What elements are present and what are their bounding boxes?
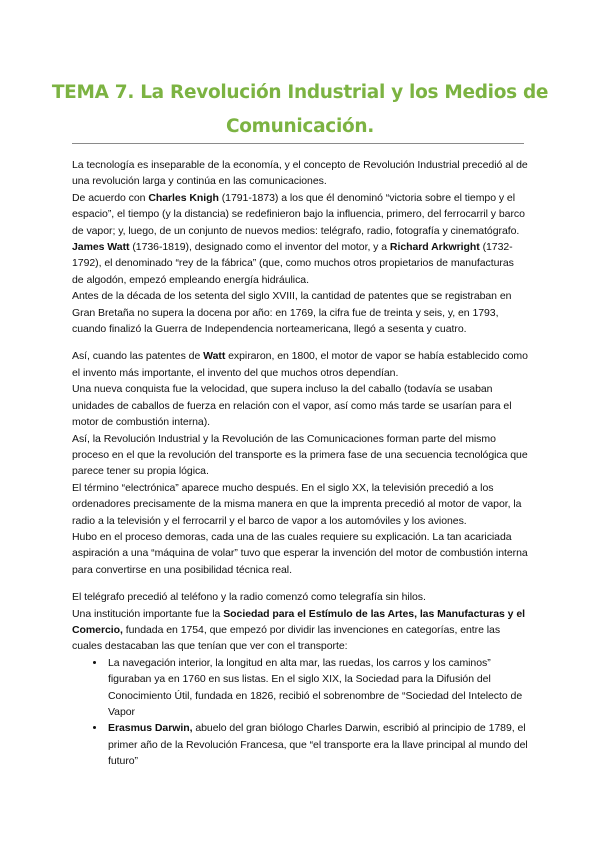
paragraph-8: El término “electrónica” aparece mucho después. En el siglo XX, la televisión precedió a los ordenadores precisamente de la misma manera en que la imprenta precedió al motor de vapor, la radio a la televisión y el ferrocarril y el barco de vapor a los automóviles y los aviones. (72, 481, 522, 527)
name-richard-arkwright: Richard Arkwright (389, 241, 480, 254)
name-sociedad: Sociedad para el Estímulo de las Artes, las Manufacturas y el Comercio, (72, 607, 525, 636)
title-line-2: Comunicación. (225, 116, 374, 137)
list-item: • Erasmus Darwin, abuelo del gran biólogo Charles Darwin, escribió al principio de 1789, el primer año de la Revolución Francesa, que “el transporte era la llave principal al mundo del futuro” (106, 720, 528, 769)
name-charles-knigh: Charles Knigh (148, 191, 219, 204)
list-item: • La navegación interior, la longitud en alta mar, las ruedas, los carros y los caminos” figuraban ya en 1760 en sus listas. En el siglo XIX, la Sociedad para la Difusión del Conocimiento Útil, fundada en 1826, recibió el sobrenombre de “Sociedad del Intelecto de Vapor (106, 655, 528, 721)
paragraph-7: Así, la Revolución Industrial y la Revolución de las Comunicaciones forman parte del mismo proceso en el que la revolución del transporte es la primera fase de una secuencia tecnológica que parece tener su propia lógica. (72, 432, 528, 478)
paragraph-5: Así, cuando las patentes de Watt expiraron, en 1800, el motor de vapor se había establecido como el invento más importante, el invento del que muchos otros dependían. (72, 350, 528, 379)
name-james-watt: James Watt (72, 241, 130, 254)
paragraph-6: Una nueva conquista fue la velocidad, que supera incluso la del caballo (todavía se usaban unidades de caballos de fuerza en relación con el vapor, así como más tarde se usarían para el motor de combustión interna). (72, 383, 512, 429)
paragraph-2: De acuerdo con Charles Knigh (1791-1873) a los que él denominó “victoria sobre el tiempo y el espacio”, el tiempo (y la distancia) se redefinieron bajo la influencia, primero, del ferrocarril y barco de vapor; y, luego, de un conjunto de nuevos medios: telégrafo, radio, fotografía y cinematógrafo. (72, 191, 525, 237)
paragraph-9: Hubo en el proceso demoras, cada una de las cuales requiere su explicación. La tan acariciada aspiración a una “máquina de volar” tuvo que esperar la invención del motor de combustión interna para convertirse en una posibilidad técnica real. (72, 530, 528, 576)
title-line-1: TEMA 7. La Revolución Industrial y los Medios de (51, 82, 549, 103)
paragraph-4: Antes de la década de los setenta del siglo XVIII, la cantidad de patentes que se registraban en Gran Bretaña no supera la docena por año: en 1769, la cifra fue de treinta y seis, y, en 1793, cuando finalizó la Guerra de Independencia norteamericana, llegó a sesenta y cuatro. (72, 290, 512, 336)
paragraph-10: El telégrafo precedió al teléfono y la radio comenzó como telegrafía sin hilos. (72, 591, 426, 604)
name-watt: Watt (203, 350, 226, 363)
document-body (72, 157, 528, 770)
title-divider (72, 143, 524, 144)
paragraph-3: James Watt (1736-1819), designado como el inventor del motor, y a Richard Arkwright (1732-1792), el denominado “rey de la fábrica” (que, como muchos otros propietarios de manufacturas de algodón, empezó empleando energía hidráulica. (72, 241, 514, 286)
name-erasmus-darwin: Erasmus Darwin, (108, 722, 193, 735)
bullet-list (72, 655, 528, 770)
paragraph-1: La tecnología es inseparable de la economía, y el concepto de Revolución Industrial precedió al de una revolución larga y continúa en las comunicaciones. (72, 159, 528, 188)
page-title (40, 76, 560, 144)
paragraph-11: Una institución importante fue la Sociedad para el Estímulo de las Artes, las Manufacturas y el Comercio, fundada en 1754, que empezó por dividir las invenciones en categorías, entre las cuales destacaban las que tenían que ver con el transporte: (72, 607, 525, 653)
